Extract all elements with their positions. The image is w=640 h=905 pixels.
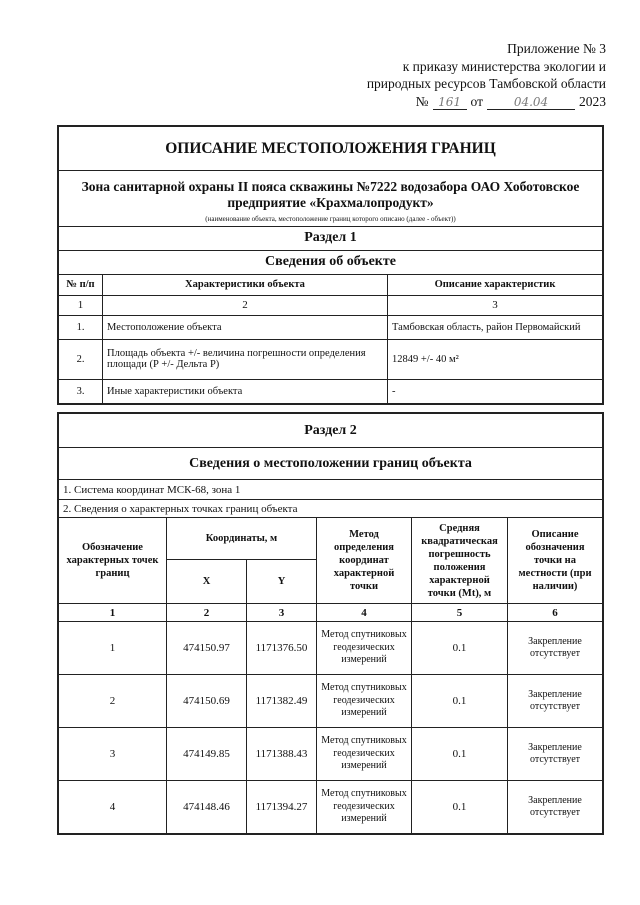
table-row	[59, 781, 603, 834]
index-cell: 6	[508, 604, 603, 622]
zone-caption: (наименование объекта, местоположение границ которого описано (далее - объект))	[59, 213, 603, 226]
point-x: 474148.46	[167, 781, 247, 834]
point-desc: Закрепление отсутствует	[508, 781, 603, 834]
section1-table	[57, 125, 604, 405]
point-id: 4	[59, 781, 167, 834]
section2-index-row	[59, 604, 603, 622]
header-coords: Координаты, м	[167, 518, 317, 560]
coord-system: 1. Система координат МСК-68, зона 1	[59, 480, 603, 500]
section2-table	[57, 412, 604, 835]
table-row	[59, 622, 603, 675]
index-cell: 3	[388, 295, 603, 315]
order-year: 2023	[579, 93, 606, 109]
section2-title: Раздел 2	[59, 414, 603, 448]
points-caption: 2. Сведения о характерных точках границ объекта	[59, 500, 603, 518]
row-value: -	[388, 379, 603, 403]
point-id: 1	[59, 622, 167, 675]
point-x: 474149.85	[167, 728, 247, 781]
index-cell: 4	[317, 604, 412, 622]
point-mt: 0.1	[412, 675, 508, 728]
appendix-line-3: природных ресурсов Тамбовской области	[366, 76, 606, 91]
section2-subtitle: Сведения о местоположении границ объекта	[59, 448, 603, 480]
index-cell: 3	[247, 604, 317, 622]
point-mt: 0.1	[412, 622, 508, 675]
index-cell: 5	[412, 604, 508, 622]
index-cell: 2	[167, 604, 247, 622]
point-y: 1171376.50	[247, 622, 317, 675]
row-name: Площадь объекта +/- величина погрешности определения площади (Р +/- Дельта Р)	[103, 339, 388, 379]
table-row	[59, 339, 603, 379]
appendix-line-2: к приказу министерства экологии и	[402, 58, 606, 74]
index-cell: 1	[59, 604, 167, 622]
point-id: 3	[59, 728, 167, 781]
point-desc: Закрепление отсутствует	[508, 675, 603, 728]
header-designation: Обозначение характерных точек границ	[59, 518, 167, 604]
section1-index-row	[59, 295, 603, 315]
header-characteristics: Характеристики объекта	[103, 274, 388, 295]
date-prefix: от	[470, 93, 483, 109]
point-x: 474150.69	[167, 675, 247, 728]
row-num: 2.	[59, 339, 103, 379]
header-x: X	[167, 560, 247, 604]
appendix-header	[346, 40, 606, 110]
table-row	[59, 315, 603, 339]
number-prefix: №	[415, 93, 429, 109]
order-number-line	[346, 93, 606, 111]
document-title: ОПИСАНИЕ МЕСТОПОЛОЖЕНИЯ ГРАНИЦ	[59, 127, 603, 171]
row-name: Иные характеристики объекта	[103, 379, 388, 403]
appendix-line-1: Приложение № 3	[507, 41, 606, 56]
point-method: Метод спутниковых геодезических измерений	[317, 675, 412, 728]
point-desc: Закрепление отсутствует	[508, 728, 603, 781]
point-method: Метод спутниковых геодезических измерений	[317, 622, 412, 675]
index-cell: 2	[103, 295, 388, 315]
row-value: 12849 +/- 40 м²	[388, 339, 603, 379]
table-row	[59, 728, 603, 781]
row-value: Тамбовская область, район Первомайский	[388, 315, 603, 339]
point-mt: 0.1	[412, 728, 508, 781]
row-num: 1.	[59, 315, 103, 339]
section1-subtitle: Сведения об объекте	[59, 250, 603, 274]
index-cell: 1	[59, 295, 103, 315]
table-row	[59, 379, 603, 403]
point-id: 2	[59, 675, 167, 728]
point-y: 1171382.49	[247, 675, 317, 728]
header-num: № п/п	[59, 274, 103, 295]
header-method: Метод определения координат характерной точки	[317, 518, 412, 604]
order-date-handwritten: 04.04	[487, 95, 575, 110]
header-point-description: Описание обозначения точки на местности (при наличии)	[508, 518, 603, 604]
header-error: Средняя квадратическая погрешность положения характерной точки (Mt), м	[412, 518, 508, 604]
section2-header-row	[59, 518, 603, 560]
zone-name: Зона санитарной охраны II пояса скважины №7222 водозабора ОАО Хоботовское предприятие «Крахмалопродукт»	[59, 171, 603, 214]
header-y: Y	[247, 560, 317, 604]
header-description: Описание характеристик	[388, 274, 603, 295]
point-desc: Закрепление отсутствует	[508, 622, 603, 675]
point-method: Метод спутниковых геодезических измерений	[317, 781, 412, 834]
row-num: 3.	[59, 379, 103, 403]
point-x: 474150.97	[167, 622, 247, 675]
row-name: Местоположение объекта	[103, 315, 388, 339]
point-y: 1171388.43	[247, 728, 317, 781]
point-method: Метод спутниковых геодезических измерений	[317, 728, 412, 781]
section1-header-row	[59, 274, 603, 295]
point-mt: 0.1	[412, 781, 508, 834]
section1-title: Раздел 1	[59, 226, 603, 250]
point-y: 1171394.27	[247, 781, 317, 834]
order-number-handwritten: 161	[433, 95, 467, 110]
table-row	[59, 675, 603, 728]
